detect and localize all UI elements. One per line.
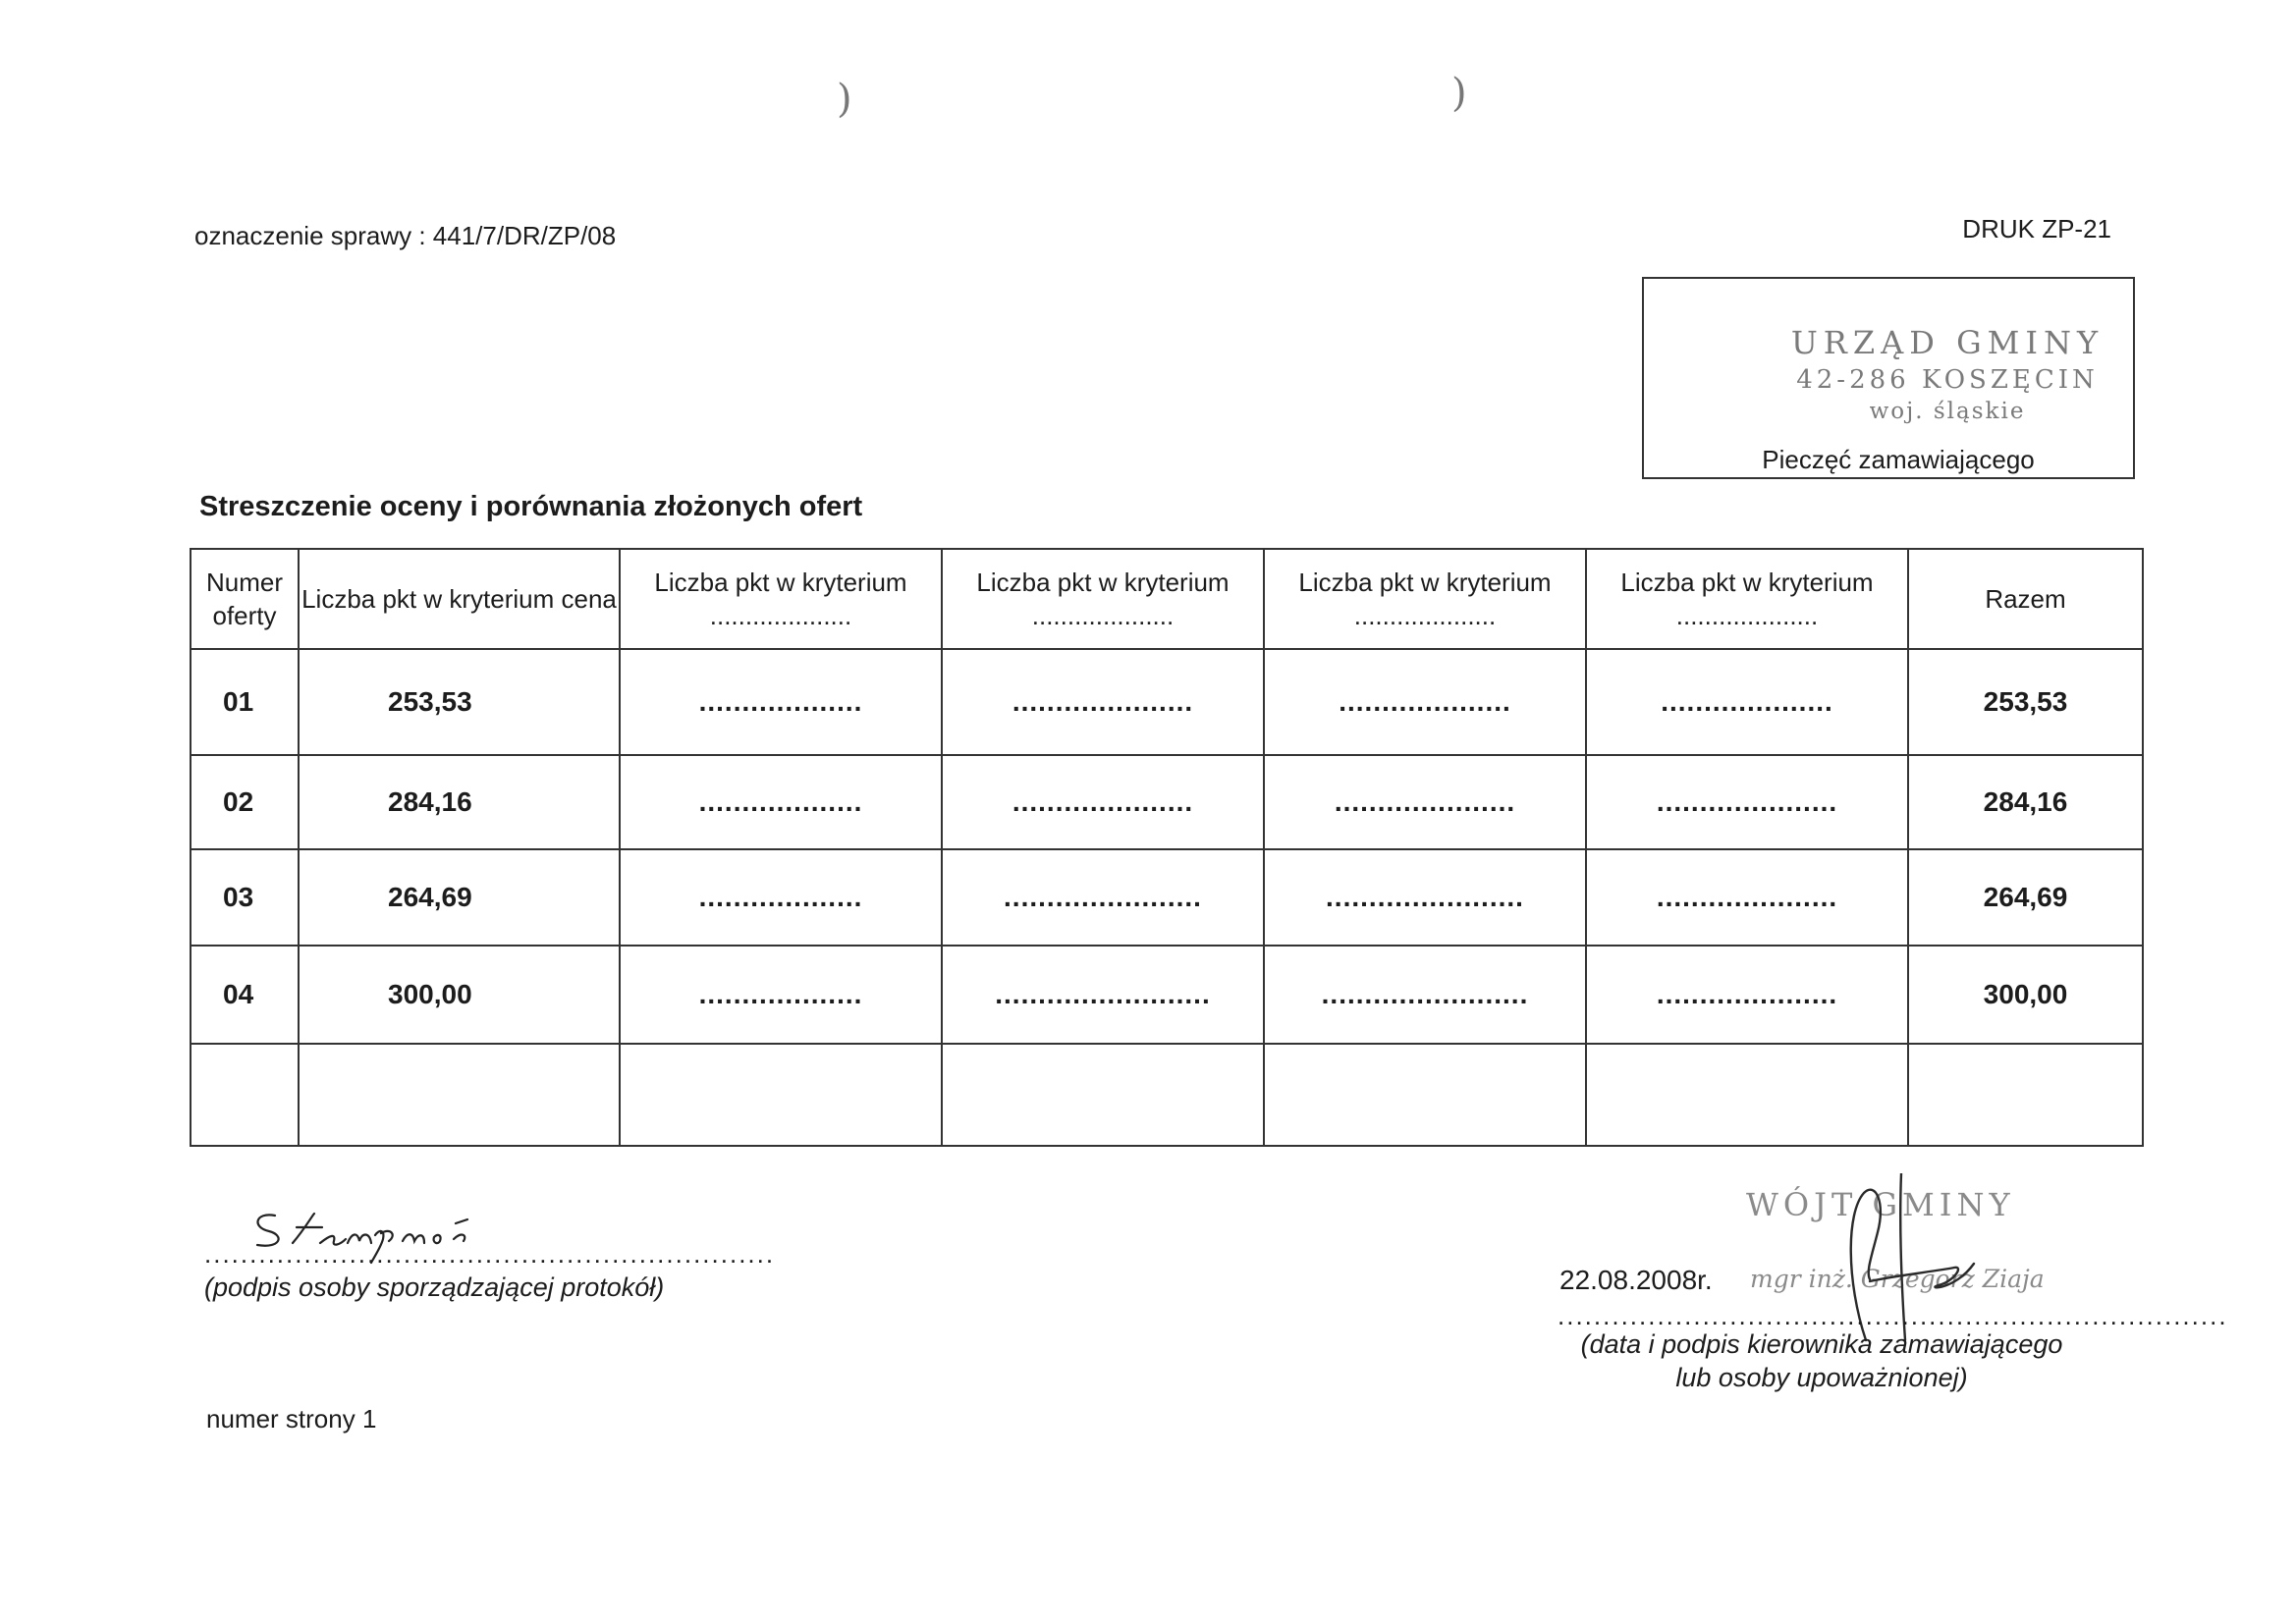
stamp-line-3: woj. śląskie [1869, 399, 2026, 424]
total-points: 264,69 [1908, 849, 2143, 946]
criterion-points: .................... [1586, 649, 1908, 755]
criterion-points: ..................... [1586, 946, 1908, 1044]
criterion-points: ....................... [1264, 849, 1586, 946]
criterion-points: ..................... [1264, 755, 1586, 849]
criterion-points: ..................... [942, 755, 1264, 849]
header-criterion: Liczba pkt w kryterium .................... [1586, 549, 1908, 649]
manager-signature-caption [1566, 1327, 2077, 1394]
offer-number: 01 [191, 649, 299, 755]
office-stamp [1644, 324, 2133, 424]
stamp-line-2: 42-286 KOSZĘCIN [1796, 365, 2099, 395]
orderer-stamp-box [1642, 277, 2135, 479]
criterion-points: ................... [620, 649, 942, 755]
empty-cell [620, 1044, 942, 1146]
header-criterion: Liczba pkt w kryterium .................... [620, 549, 942, 649]
offer-number: 02 [191, 755, 299, 849]
table-row-empty [191, 1044, 2143, 1146]
empty-cell [942, 1044, 1264, 1146]
header-offer-number: Numer oferty [191, 549, 299, 649]
case-number: oznaczenie sprawy : 441/7/DR/ZP/08 [194, 221, 617, 250]
manager-signature-line: .......................................................................... [1558, 1301, 2228, 1330]
mayor-stamp-title: WÓJT GMINY [1746, 1186, 2015, 1223]
price-points: 264,69 [299, 849, 620, 946]
price-points: 300,00 [299, 946, 620, 1044]
mayor-stamp-name: mgr inż. Grzegorz Ziaja [1750, 1265, 2045, 1293]
document-title: Streszczenie oceny i porównania złożonych ofert [199, 491, 863, 522]
table-row [191, 849, 2143, 946]
header-price-criterion: Liczba pkt w kryterium cena [299, 549, 620, 649]
empty-cell [1586, 1044, 1908, 1146]
stamp-caption: Pieczęć zamawiającego [1762, 445, 2035, 474]
manager-caption-line-1: (data i podpis kierownika zamawiającego [1580, 1329, 2063, 1359]
criterion-points: ........................ [1264, 946, 1586, 1044]
offers-table [190, 548, 2144, 1147]
scan-mark: ) [837, 77, 852, 122]
preparer-signature-caption: (podpis osoby sporządzającej protokół) [204, 1272, 665, 1302]
preparer-signature-line: ............................................................... [204, 1239, 776, 1269]
manager-caption-line-2: lub osoby upoważnionej) [1675, 1363, 1968, 1392]
total-points: 284,16 [1908, 755, 2143, 849]
empty-cell [299, 1044, 620, 1146]
criterion-points: .................... [1264, 649, 1586, 755]
criterion-points: ..................... [1586, 849, 1908, 946]
header-total: Razem [1908, 549, 2143, 649]
total-points: 300,00 [1908, 946, 2143, 1044]
form-code: DRUK ZP-21 [1962, 214, 2111, 243]
offer-number: 03 [191, 849, 299, 946]
price-points: 253,53 [299, 649, 620, 755]
table-row [191, 755, 2143, 849]
criterion-points: ....................... [942, 849, 1264, 946]
empty-cell [1264, 1044, 1586, 1146]
empty-cell [1908, 1044, 2143, 1146]
stamp-line-1: URZĄD GMINY [1790, 324, 2105, 361]
empty-cell [191, 1044, 299, 1146]
scan-mark: ) [1451, 71, 1467, 116]
table-row [191, 946, 2143, 1044]
page-number: numer strony 1 [206, 1404, 377, 1434]
offer-number: 04 [191, 946, 299, 1044]
header-criterion: Liczba pkt w kryterium .................... [1264, 549, 1586, 649]
criterion-points: ......................... [942, 946, 1264, 1044]
criterion-points: ..................... [1586, 755, 1908, 849]
table-row [191, 649, 2143, 755]
price-points: 284,16 [299, 755, 620, 849]
sign-date: 22.08.2008r. [1559, 1265, 1713, 1295]
criterion-points: ................... [620, 849, 942, 946]
header-criterion: Liczba pkt w kryterium .................... [942, 549, 1264, 649]
criterion-points: ................... [620, 946, 942, 1044]
criterion-points: ................... [620, 755, 942, 849]
criterion-points: ..................... [942, 649, 1264, 755]
total-points: 253,53 [1908, 649, 2143, 755]
table-header-row [191, 549, 2143, 649]
